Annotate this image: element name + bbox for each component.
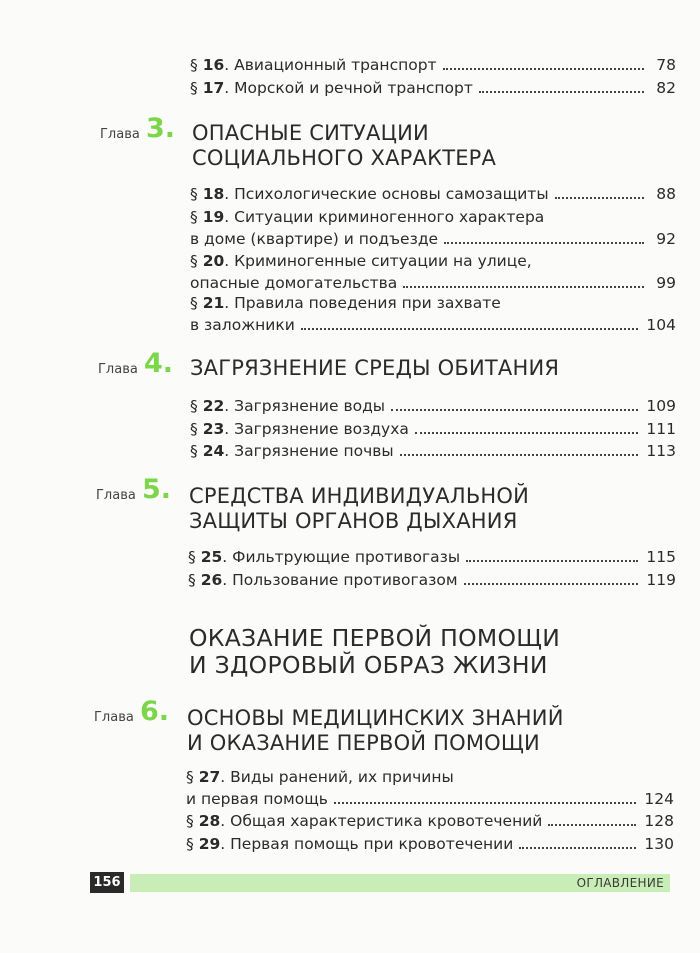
toc-entry[interactable] bbox=[188, 546, 676, 568]
section-dot: . bbox=[224, 79, 230, 97]
entry-title: Правила поведения при захвате bbox=[234, 294, 501, 312]
chapter-dot: . bbox=[160, 474, 172, 505]
dot-leader bbox=[464, 583, 639, 585]
section-dot: . bbox=[224, 442, 230, 460]
section-number: 24 bbox=[202, 442, 225, 460]
chapter-number bbox=[142, 474, 171, 505]
chapter-title-line: И ОКАЗАНИЕ ПЕРВОЙ ПОМОЩИ bbox=[187, 731, 540, 755]
entry-title: Загрязнение воды bbox=[234, 397, 386, 415]
dot-leader bbox=[444, 242, 644, 244]
dot-leader bbox=[519, 847, 636, 849]
chapter-title-line: ОСНОВЫ МЕДИЦИНСКИХ ЗНАНИЙ bbox=[187, 706, 564, 730]
section-dot: . bbox=[220, 812, 226, 830]
chapter-dot: . bbox=[164, 113, 176, 144]
toc-entry[interactable] bbox=[188, 569, 676, 591]
toc-entry[interactable] bbox=[190, 395, 676, 417]
section-sign: § bbox=[186, 768, 194, 786]
section-dot: . bbox=[224, 56, 230, 74]
section-sign: § bbox=[188, 548, 196, 566]
part-title-line: ОКАЗАНИЕ ПЕРВОЙ ПОМОЩИ bbox=[189, 624, 561, 652]
toc-entry[interactable] bbox=[190, 77, 676, 99]
dot-leader bbox=[479, 91, 644, 93]
chapter-title-line: СРЕДСТВА ИНДИВИДУАЛЬНОЙ bbox=[189, 484, 530, 508]
section-number: 25 bbox=[200, 548, 223, 566]
section-number: 23 bbox=[202, 420, 225, 438]
section-dot: . bbox=[224, 252, 230, 270]
entry-title-cont: и первая помощь bbox=[186, 790, 328, 808]
page-number: 128 bbox=[644, 812, 674, 830]
section-sign: § bbox=[186, 812, 194, 830]
chapter-title[interactable] bbox=[187, 706, 564, 756]
dot-leader bbox=[334, 802, 636, 804]
entry-title-cont: в заложники bbox=[190, 316, 295, 334]
chapter-label: Глава bbox=[94, 710, 134, 725]
section-dot: . bbox=[224, 185, 230, 203]
chapter-label: Глава bbox=[96, 488, 136, 503]
entry-title: Общая характеристика кровотечений bbox=[230, 812, 543, 830]
section-dot: . bbox=[224, 420, 230, 438]
toc-entry[interactable] bbox=[190, 54, 676, 76]
toc-entry[interactable] bbox=[190, 183, 676, 205]
section-number: 19 bbox=[202, 208, 225, 226]
page-number: 115 bbox=[646, 548, 676, 566]
dot-leader bbox=[403, 286, 644, 288]
section-sign: § bbox=[190, 397, 198, 415]
toc-entry[interactable] bbox=[190, 292, 676, 336]
entry-title: Морской и речной транспорт bbox=[234, 79, 473, 97]
section-dot: . bbox=[220, 768, 226, 786]
chapter-digit: 5 bbox=[142, 474, 161, 505]
section-sign: § bbox=[190, 185, 198, 203]
chapter-title-line: ОПАСНЫЕ СИТУАЦИИ bbox=[192, 121, 429, 145]
page-number: 78 bbox=[656, 56, 676, 74]
section-sign: § bbox=[190, 79, 198, 97]
section-sign: § bbox=[190, 56, 198, 74]
dot-leader bbox=[548, 824, 636, 826]
page-number: 124 bbox=[644, 790, 674, 808]
chapter-label: Глава bbox=[100, 127, 140, 142]
section-sign: § bbox=[190, 294, 198, 312]
chapter-title[interactable] bbox=[190, 356, 559, 381]
page-number: 130 bbox=[644, 835, 674, 853]
page-number: 104 bbox=[646, 316, 676, 334]
page-number: 119 bbox=[646, 571, 676, 589]
chapter-number bbox=[144, 348, 173, 379]
chapter-title[interactable] bbox=[189, 484, 529, 534]
toc-entry[interactable] bbox=[186, 766, 674, 810]
entry-title: Виды ранений, их причины bbox=[230, 768, 454, 786]
entry-title: Загрязнение воздуха bbox=[234, 420, 409, 438]
section-dot: . bbox=[220, 835, 226, 853]
chapter-title-line: ЗАЩИТЫ ОРГАНОВ ДЫХАНИЯ bbox=[189, 509, 518, 533]
section-number: 26 bbox=[200, 571, 223, 589]
section-sign: § bbox=[190, 208, 198, 226]
entry-title: Авиационный транспорт bbox=[234, 56, 437, 74]
entry-title: Пользование противогазом bbox=[232, 571, 458, 589]
entry-title: Ситуации криминогенного характера bbox=[234, 208, 545, 226]
dot-leader bbox=[466, 560, 638, 562]
section-number: 22 bbox=[202, 397, 225, 415]
section-dot: . bbox=[224, 208, 230, 226]
chapter-title[interactable] bbox=[192, 121, 496, 171]
entry-title-cont: опасные домогательства bbox=[190, 274, 398, 292]
toc-entry[interactable] bbox=[186, 810, 674, 832]
footer-page-number: 156 bbox=[90, 872, 124, 893]
chapter-digit: 3 bbox=[146, 113, 165, 144]
section-sign: § bbox=[190, 252, 198, 270]
entry-title-cont: в доме (квартире) и подъезде bbox=[190, 230, 439, 248]
section-sign: § bbox=[190, 420, 198, 438]
section-number: 21 bbox=[202, 294, 225, 312]
page-number: 113 bbox=[646, 442, 676, 460]
section-dot: . bbox=[222, 548, 228, 566]
section-number: 27 bbox=[198, 768, 221, 786]
page-number: 88 bbox=[656, 185, 676, 203]
section-dot: . bbox=[222, 571, 228, 589]
entry-title: Криминогенные ситуации на улице, bbox=[234, 252, 532, 270]
toc-entry[interactable] bbox=[190, 440, 676, 462]
toc-entry[interactable] bbox=[190, 206, 676, 250]
page-number: 109 bbox=[646, 397, 676, 415]
chapter-title-line: СОЦИАЛЬНОГО ХАРАКТЕРА bbox=[192, 146, 497, 170]
chapter-digit: 6 bbox=[140, 696, 159, 727]
chapter-dot: . bbox=[162, 348, 174, 379]
section-dot: . bbox=[224, 294, 230, 312]
section-number: 28 bbox=[198, 812, 221, 830]
page-number: 111 bbox=[646, 420, 676, 438]
entry-title: Первая помощь при кровотечении bbox=[230, 835, 514, 853]
entry-title: Психологические основы самозащиты bbox=[234, 185, 549, 203]
page-number: 82 bbox=[656, 79, 676, 97]
chapter-dot: . bbox=[158, 696, 170, 727]
section-number: 17 bbox=[202, 79, 225, 97]
toc-entry[interactable] bbox=[190, 418, 676, 440]
section-number: 29 bbox=[198, 835, 221, 853]
page-number: 99 bbox=[656, 274, 676, 292]
part-title-line: И ЗДОРОВЫЙ ОБРАЗ ЖИЗНИ bbox=[189, 651, 548, 679]
dot-leader bbox=[443, 68, 644, 70]
chapter-title-line: ЗАГРЯЗНЕНИЕ СРЕДЫ ОБИТАНИЯ bbox=[190, 356, 560, 380]
dot-leader bbox=[391, 409, 638, 411]
chapter-number bbox=[146, 113, 175, 144]
chapter-digit: 4 bbox=[144, 348, 163, 379]
footer-section-label: ОГЛАВЛЕНИЕ bbox=[576, 876, 664, 890]
section-number: 16 bbox=[202, 56, 225, 74]
toc-entry[interactable] bbox=[190, 250, 676, 294]
dot-leader bbox=[301, 328, 639, 330]
section-dot: . bbox=[224, 397, 230, 415]
section-sign: § bbox=[188, 571, 196, 589]
toc-entry[interactable] bbox=[186, 833, 674, 855]
entry-title: Загрязнение почвы bbox=[234, 442, 394, 460]
section-number: 20 bbox=[202, 252, 225, 270]
entry-title: Фильтрующие противогазы bbox=[232, 548, 461, 566]
section-number: 18 bbox=[202, 185, 225, 203]
part-title[interactable] bbox=[189, 625, 560, 679]
dot-leader bbox=[415, 432, 639, 434]
chapter-label: Глава bbox=[98, 362, 138, 377]
dot-leader bbox=[555, 197, 644, 199]
section-sign: § bbox=[190, 442, 198, 460]
chapter-number bbox=[140, 696, 169, 727]
page-number: 92 bbox=[656, 230, 676, 248]
section-sign: § bbox=[186, 835, 194, 853]
dot-leader bbox=[400, 454, 639, 456]
